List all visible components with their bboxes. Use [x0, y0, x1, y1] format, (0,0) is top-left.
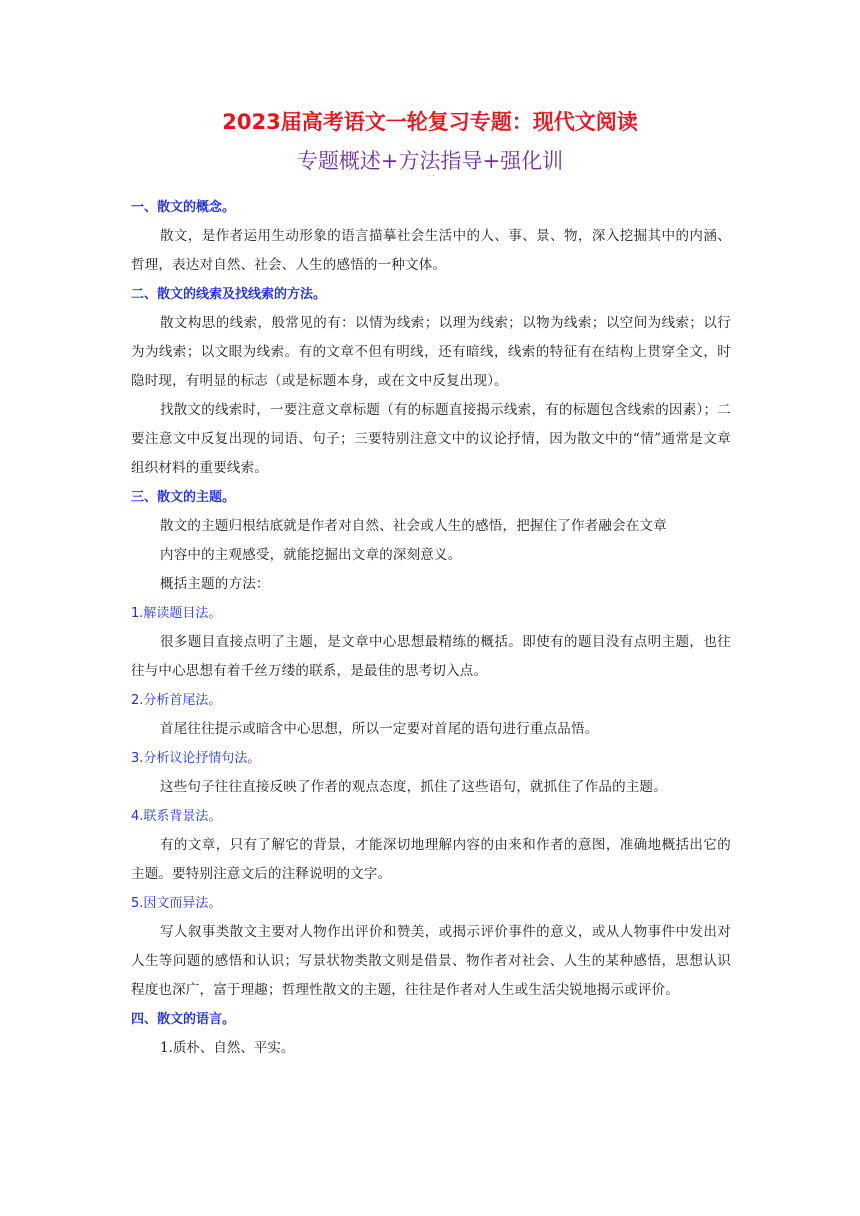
paragraph: 很多题目直接点明了主题，是文章中心思想最精练的概括。即使有的题目没有点明主题，也往往与中心思想有着千丝万缕的联系，是最佳的思考切入点。	[131, 634, 731, 679]
paragraph: 找散文的线索时，一要注意文章标题（有的标题直接揭示线索，有的标题包含线索的因素）；二要注意文中反复出现的词语、句子；三要特别注意文中的议论抒情，因为散文中的“情”通常是文章组织材料的重要线索。	[131, 402, 731, 476]
section-heading-language: 四、散文的语言。	[131, 1012, 236, 1027]
method-heading-argument: 3.分析议论抒情句法。	[131, 751, 261, 766]
text-fragment-mark: · ·	[428, 172, 435, 180]
method-heading-genre: 5.因文而异法。	[131, 896, 222, 911]
list-item: 1.质朴、自然、平实。	[160, 1040, 295, 1056]
paragraph: 有的文章，只有了解它的背景，才能深切地理解内容的由来和作者的意图，准确地概括出它的主题。要特别注意文后的注释说明的文字。	[131, 837, 731, 882]
section-heading-theme: 三、散文的主题。	[131, 490, 236, 505]
paragraph: 这些句子往往直接反映了作者的观点态度，抓住了这些语句，就抓住了作品的主题。	[160, 779, 667, 795]
paragraph: 写人叙事类散文主要对人物作出评价和赞美，或揭示评价事件的意义，或从人物事件中发出对人生等问题的感悟和认识；写景状物类散文则是借景、物作者对社会、人生的某种感悟，思想认识程度也深广，富于理趣；哲理性散文的主题，往往是作者对人生或生活尖锐地揭示或评价。	[131, 924, 731, 998]
section-heading-concept: 一、散文的概念。	[131, 200, 236, 215]
document-subtitle: 专题概述+方法指导+强化训	[296, 149, 564, 173]
method-heading-head-tail: 2.分析首尾法。	[131, 693, 222, 708]
paragraph: 散文，是作者运用生动形象的语言描摹社会生活中的人、事、景、物，深入挖掘其中的内涵、哲理，表达对自然、社会、人生的感悟的一种文体。	[131, 228, 731, 273]
paragraph: 概括主题的方法：	[160, 576, 270, 592]
paragraph: 散文的主题归根结底就是作者对自然、社会或人生的感悟，把握住了作者融会在文章	[160, 518, 667, 534]
paragraph: 散文构思的线索，般常见的有：以情为线索；以理为线索；以物为线索；以空间为线索；以行为为线索；以文眼为线索。有的文章不但有明线，还有暗线，线索的特征有在结构上贯穿全文，时隐时现，有明显的标志（或是标题本身，或在文中反复出现）。	[131, 315, 731, 389]
document-title: 2023届高考语文一轮复习专题：现代文阅读	[222, 110, 638, 134]
paragraph: 内容中的主观感受，就能挖掘出文章的深刻意义。	[160, 547, 462, 563]
document-body	[131, 193, 731, 1063]
method-heading-title: 1.解读题目法。	[131, 606, 222, 621]
section-heading-clues: 二、散文的线索及找线索的方法。	[131, 287, 327, 302]
paragraph: 首尾往往提示或暗含中心思想，所以一定要对首尾的语句进行重点品悟。	[160, 721, 599, 737]
method-heading-background: 4.联系背景法。	[131, 809, 222, 824]
